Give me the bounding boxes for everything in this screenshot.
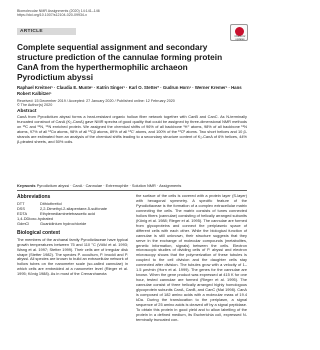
abbreviation-row <box>17 222 128 227</box>
abbreviation-key: 1,4-DDioxo-hydrated <box>17 215 53 221</box>
abbreviations-heading: Abbreviations <box>17 194 51 200</box>
article-type-label: ARTICLE <box>20 29 43 34</box>
publication-dates: Received: 15 December 2019 / Accepted: 27 January 2020 / Published online: 12 February 2020 © The Author(s) 2020 <box>17 99 175 108</box>
author-list: Raphael Kreitner¹ · Claudia E. Munte¹ · Katrin Singer¹ · Karl O. Stetter² · Gudrun Horn¹ · Werner Kremer¹ · Hans Robert Kalbitzer¹ <box>17 85 242 96</box>
right-column-paragraph: the surface of the cells is covered with a protein layer (S-layer) with hexagonal symmetry. A specific feature of the Pyrodictiaceae is the formation of a complex extracellular matrix connecting the cells. The matrix consists of tunes connected hollow fibers (cannulae) consisting of helically arranged subunits (König et al. 1988; Rieger et al. 1995). The cannulae are formed from glycoproteins and connect the periplasmic space of different cells with each other. While the biological function of cannulae is still unknown, their structure suggests that they serve in the exchange of molecular compounds (metabolites, genetic information, signals) between the cells. Electron microscopic studies of dividing cells of P. abyssi and electron microscopy shows that the polymerization of these tubules is coupled to the cell division and the daughter cells stay connected after division. The tubules grow with a velocity of 1–1.5 µm/min (Horn et al. 1999). The genes for the cannulae are known. When the gene product was expressed at 415 K for one hour, tested cannulae are formed (Rieger et al. 1995). The cannulae consist of three helically arranged highly homologous glycoprotein subunits CanA, CanB, and CanC (Mai 1998). CanA is composed of 182 amino acids with a molecular mass of 19.4 kDa. During the translocation to the periplasm, a signal sequence of 25 amino acids is cleaved off by a signal peptidase. To obtain this protein in good yield and to allow labelling of the protein in a defined medium, its Escherichia coli, expressed N-terminally truncated con- <box>136 193 247 322</box>
left-column <box>17 194 128 277</box>
keywords-line <box>17 184 247 189</box>
abbreviation-key: GdmCl <box>17 220 30 226</box>
journal-name: Biomolecular NMR Assignments (2020) 14:141–146 <box>17 9 100 13</box>
check-for-updates-label: Check for updates <box>234 35 246 41</box>
abbreviation-key: DSS <box>17 205 25 211</box>
section-divider <box>17 190 247 191</box>
journal-doi[interactable]: https://doi.org/10.1007/s12104-020-09934-x <box>17 13 87 18</box>
abstract-heading: Abstract <box>17 109 37 114</box>
biological-context-text <box>17 238 128 278</box>
abstract-section <box>17 109 247 181</box>
right-column-text <box>136 194 247 323</box>
keywords-label: Keywords <box>17 183 36 188</box>
check-for-updates-badge[interactable] <box>230 24 248 41</box>
abbreviation-value: Ethylenediaminetetraacetic acid <box>40 210 95 216</box>
biological-context-heading: Biological context <box>17 229 61 236</box>
abbreviation-value: Dithiothreitol <box>40 200 62 206</box>
article-type-bar <box>17 28 76 35</box>
abbreviations-table <box>17 202 128 227</box>
abbreviation-value: Guanidinium hydrochloride <box>40 220 87 226</box>
abbreviation-key: DTT <box>17 200 25 206</box>
journal-header <box>17 9 137 18</box>
abbreviation-key: EDTA <box>17 210 28 216</box>
right-column <box>136 194 247 323</box>
biological-context-paragraph: The members of the archaeal family Pyrodictiaceae have typical growth temperatures between 75 and 110 °C (Völkl et al. 1993; Wang et al. 1997; Stetter 1999). Their cells are of irregular disk shape (Stetter 1982). The species P. occultum, P. brockii and P. abyssi. All species are known to build an extracellular network of hollow tubes on the nanometer scale (so-called cannulae) in which cells are embedded at a nanometer level (Rieger et al. 1995; König 1988). As in most of the Crenarchaeota <box>17 236 128 277</box>
article-title: Complete sequential assignment and secondary structure prediction of the cannulae forming protein CanA from the hyperthermophilic archaeon Pyrodictium abyssi <box>17 42 223 82</box>
keywords-text: Pyrodictium abyssi · CanA · Cannulae · Extremophile · Solution NMR · Assignments <box>36 183 182 188</box>
abstract-text: CanA from Pyrodictium abyssi forms a heat-resistant organic hollow fiber network together with CanB and CanC. As N-terminally truncated construct of CanA (K₂-CanA) gave NMR spectra of good quality that could be assigned by three-dimensional NMR methods on ¹³C and ¹⁵N, ¹⁵N enriched protein. We assigned the chemical shifts of 96% of all backbone ¹H⁺ atoms, 98% of all backbone ¹⁵N atoms, 97% of all ¹³Cα atoms, 98% of all ¹³Cβ atoms, 89% of all ¹³C' atoms, and 100% of the ¹³Cᵝ atoms. Two short helices and 10 β-strands are estimated from an analysis of the chemical shifts leading to a secondary structure content of K₂-CanA of 6% helices, 44% β-pleated sheets, and 50% coils. <box>17 114 247 144</box>
abbreviation-value: 2,2-Dimethyl-2-silapentane-5-sulfonate <box>40 205 108 211</box>
